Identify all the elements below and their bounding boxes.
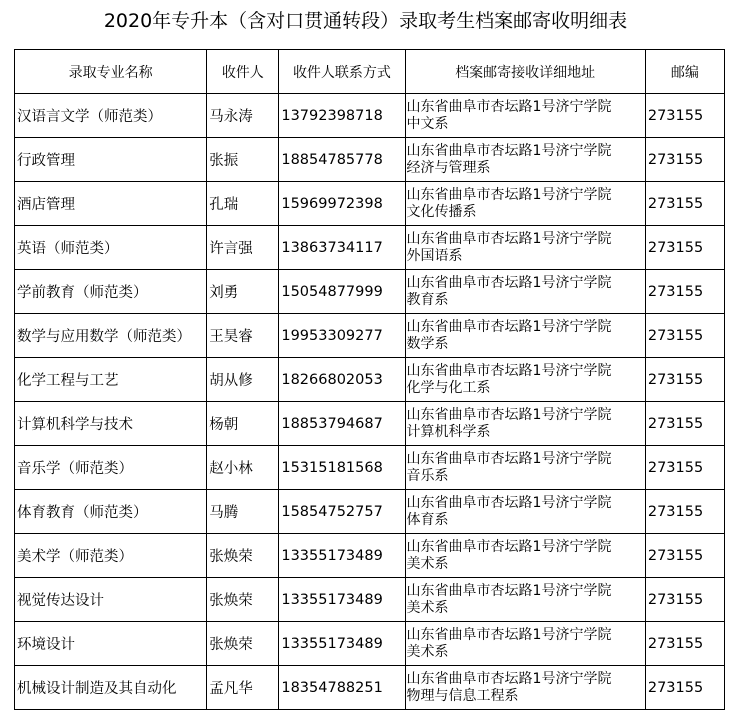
cell-zip: 273155 [645,578,724,622]
cell-address [405,578,645,622]
cell-address [405,622,645,666]
cell-zip: 273155 [645,490,724,534]
header-recipient: 收件人 [207,50,279,94]
cell-recipient: 孟凡华 [207,666,279,710]
cell-recipient: 张焕荣 [207,534,279,578]
page-title: 2020年专升本（含对口贯通转段）录取考生档案邮寄收明细表 [103,10,628,32]
table-row [15,446,725,490]
cell-address [405,138,645,182]
cell-recipient: 马腾 [207,490,279,534]
cell-zip: 273155 [645,314,724,358]
address-street: 山东省曲阜市杏坛路1号济宁学院 [406,450,612,467]
cell-address [405,490,645,534]
address-department: 美术系 [406,643,449,660]
cell-recipient: 孔瑞 [207,182,279,226]
address-department: 外国语系 [406,247,463,264]
address-street: 山东省曲阜市杏坛路1号济宁学院 [406,230,612,247]
cell-phone: 13355173489 [279,622,405,666]
address-street: 山东省曲阜市杏坛路1号济宁学院 [406,670,612,687]
address-department: 文化传播系 [406,203,477,220]
cell-major: 环境设计 [15,622,207,666]
address-department: 美术系 [406,599,449,616]
table-row [15,94,725,138]
table-row [15,402,725,446]
address-street: 山东省曲阜市杏坛路1号济宁学院 [406,626,612,643]
cell-phone: 13863734117 [279,226,405,270]
cell-major: 行政管理 [15,138,207,182]
header-phone: 收件人联系方式 [279,50,405,94]
cell-address [405,314,645,358]
cell-zip: 273155 [645,358,724,402]
cell-phone: 19953309277 [279,314,405,358]
cell-major: 体育教育（师范类） [15,490,207,534]
address-street: 山东省曲阜市杏坛路1号济宁学院 [406,318,612,335]
cell-address [405,534,645,578]
header-major: 录取专业名称 [15,50,207,94]
address-street: 山东省曲阜市杏坛路1号济宁学院 [406,582,612,599]
address-department: 音乐系 [406,467,449,484]
cell-recipient: 赵小林 [207,446,279,490]
cell-address [405,226,645,270]
cell-zip: 273155 [645,446,724,490]
cell-phone: 18853794687 [279,402,405,446]
cell-phone: 15969972398 [279,182,405,226]
cell-recipient: 张振 [207,138,279,182]
table-row [15,490,725,534]
header-zip: 邮编 [645,50,724,94]
cell-recipient: 马永涛 [207,94,279,138]
cell-address [405,182,645,226]
address-street: 山东省曲阜市杏坛路1号济宁学院 [406,406,612,423]
cell-recipient: 张焕荣 [207,622,279,666]
address-department: 中文系 [406,115,449,132]
cell-recipient: 杨朝 [207,402,279,446]
address-department: 物理与信息工程系 [406,687,519,704]
cell-major: 美术学（师范类） [15,534,207,578]
address-street: 山东省曲阜市杏坛路1号济宁学院 [406,274,612,291]
table-row [15,182,725,226]
cell-phone: 13355173489 [279,578,405,622]
table-row [15,622,725,666]
table-row [15,358,725,402]
cell-zip: 273155 [645,534,724,578]
cell-recipient: 胡从修 [207,358,279,402]
cell-phone: 13355173489 [279,534,405,578]
address-department: 美术系 [406,555,449,572]
address-street: 山东省曲阜市杏坛路1号济宁学院 [406,186,612,203]
address-department: 数学系 [406,335,449,352]
cell-recipient: 张焕荣 [207,578,279,622]
cell-zip: 273155 [645,402,724,446]
cell-address [405,358,645,402]
header-address: 档案邮寄接收详细地址 [405,50,645,94]
cell-address [405,402,645,446]
table-row [15,226,725,270]
cell-phone: 15054877999 [279,270,405,314]
cell-phone: 18354788251 [279,666,405,710]
cell-major: 视觉传达设计 [15,578,207,622]
cell-major: 机械设计制造及其自动化 [15,666,207,710]
address-department: 经济与管理系 [406,159,491,176]
cell-zip: 273155 [645,138,724,182]
cell-recipient: 刘勇 [207,270,279,314]
table-header-row [15,50,725,94]
cell-zip: 273155 [645,94,724,138]
table-row [15,578,725,622]
address-department: 化学与化工系 [406,379,491,396]
address-street: 山东省曲阜市杏坛路1号济宁学院 [406,362,612,379]
cell-zip: 273155 [645,622,724,666]
cell-phone: 15315181568 [279,446,405,490]
cell-recipient: 王昊睿 [207,314,279,358]
address-department: 体育系 [406,511,449,528]
cell-major: 学前教育（师范类） [15,270,207,314]
address-street: 山东省曲阜市杏坛路1号济宁学院 [406,98,612,115]
cell-major: 英语（师范类） [15,226,207,270]
cell-address [405,270,645,314]
cell-major: 数学与应用数学（师范类） [15,314,207,358]
address-street: 山东省曲阜市杏坛路1号济宁学院 [406,538,612,555]
cell-major: 音乐学（师范类） [15,446,207,490]
cell-phone: 15854752757 [279,490,405,534]
table-row [15,534,725,578]
address-street: 山东省曲阜市杏坛路1号济宁学院 [406,494,612,511]
cell-phone: 18854785778 [279,138,405,182]
address-street: 山东省曲阜市杏坛路1号济宁学院 [406,142,612,159]
address-department: 教育系 [406,291,449,308]
cell-phone: 18266802053 [279,358,405,402]
table-row [15,666,725,710]
cell-zip: 273155 [645,270,724,314]
cell-major: 计算机科学与技术 [15,402,207,446]
cell-major: 汉语言文学（师范类） [15,94,207,138]
cell-address [405,666,645,710]
address-department: 计算机科学系 [406,423,491,440]
cell-major: 酒店管理 [15,182,207,226]
table-row [15,138,725,182]
cell-zip: 273155 [645,182,724,226]
cell-zip: 273155 [645,226,724,270]
cell-zip: 273155 [645,666,724,710]
cell-recipient: 许言强 [207,226,279,270]
cell-address [405,446,645,490]
cell-major: 化学工程与工艺 [15,358,207,402]
table-row [15,314,725,358]
table-row [15,270,725,314]
archive-mailing-table [14,49,725,710]
cell-address [405,94,645,138]
cell-phone: 13792398718 [279,94,405,138]
